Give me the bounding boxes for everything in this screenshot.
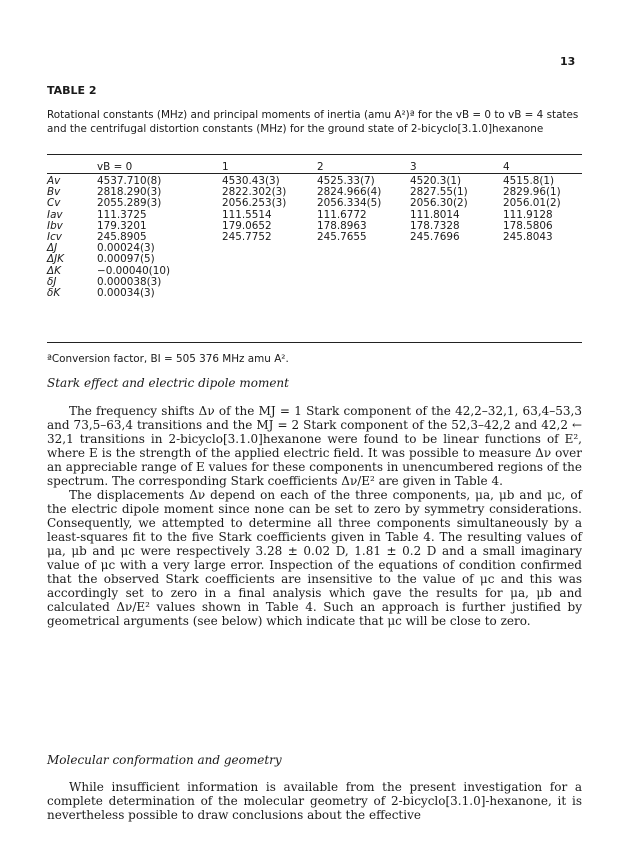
table-caption: Rotational constants (MHz) and principal moments of inertia (amu A²)ª for the vB = 0 to vB = 4 states and the centrifugal distortion constants (MHz) for the ground state of 2-bicyclo[3.1.0]hexanone bbox=[47, 109, 579, 135]
rotational-constants-table bbox=[47, 159, 582, 299]
table-cell: 245.8905 bbox=[97, 231, 147, 244]
table-cell bbox=[317, 243, 410, 254]
table-cell: 4525.33(7) bbox=[317, 175, 375, 187]
table-cell: 2056.01(2) bbox=[503, 197, 561, 210]
table-header-rule bbox=[47, 173, 582, 174]
table-cell: 2822.302(3) bbox=[222, 186, 287, 199]
row-label-cell: δJ bbox=[47, 275, 57, 288]
table-cell: 111.3725 bbox=[97, 208, 147, 221]
table-row bbox=[47, 288, 582, 299]
section-heading-molecular-conformation: Molecular conformation and geometry bbox=[47, 753, 282, 767]
table-cell: 4530.43(3) bbox=[222, 175, 280, 187]
table-footnote: ªConversion factor, BI = 505 376 MHz amu A². bbox=[47, 353, 289, 365]
table-cell: 2818.290(3) bbox=[97, 186, 162, 199]
table-cell bbox=[222, 243, 317, 254]
table-cell: 245.8043 bbox=[503, 231, 553, 244]
table-cell: 0.00024(3) bbox=[97, 242, 155, 255]
table-cell: 245.7655 bbox=[317, 231, 367, 244]
table-row bbox=[47, 198, 582, 209]
row-label-cell: δK bbox=[47, 287, 61, 300]
table-cell: 245.7752 bbox=[222, 231, 272, 244]
header-cell: 3 bbox=[410, 161, 417, 173]
paragraph: The displacements Δν depend on each of the three components, μa, μb and μc, of the electric dipole moment since none can be set to zero by symmetry considerations. Consequently, we attempted to determine all three components simultaneously by a least-squares fit to the five Stark coefficients given in Table 4. The resulting values of μa, μb and μc were respectively 3.28 ± 0.02 D, 1.81 ± 0.2 D and a small imaginary value of μc with a very large error. Inspection of the equations of condition confirmed that the observed Stark coefficients are insensitive to the value of μc and this was accordingly set to zero in a final analysis which gave the results for μa, μb and calculated Δν/E² values shown in Table 4. Such an approach is further justified by geometrical arguments (see below) which indicate that μc will be close to zero. bbox=[47, 488, 582, 628]
table-cell: 2055.289(3) bbox=[97, 197, 162, 210]
table-cell: 179.3201 bbox=[97, 219, 147, 232]
row-label-cell: Icv bbox=[47, 231, 62, 244]
table-cell: 2824.966(4) bbox=[317, 186, 382, 199]
table-cell bbox=[503, 266, 582, 277]
table-cell bbox=[410, 277, 503, 288]
table-cell: 111.8014 bbox=[410, 208, 460, 221]
table-cell: 4520.3(1) bbox=[410, 175, 462, 187]
table-cell bbox=[410, 288, 503, 299]
row-label-cell: Ibv bbox=[47, 219, 63, 232]
header-cell: vB = 0 bbox=[97, 161, 133, 173]
table-cell bbox=[222, 288, 317, 299]
section-body-molecular-conformation bbox=[47, 780, 582, 822]
table-bottom-rule bbox=[47, 342, 582, 343]
table-cell bbox=[503, 288, 582, 299]
table-top-rule bbox=[47, 154, 582, 155]
row-label-cell: Cv bbox=[47, 197, 61, 210]
section-body-stark-effect bbox=[47, 404, 582, 628]
row-label-cell: Iav bbox=[47, 208, 63, 221]
paragraph: The frequency shifts Δν of the MJ = 1 Stark component of the 42,2–32,1, 63,4–53,3 and 73,5–63,4 transitions and the MJ = 2 Stark component of the 52,3–42,2 and 42,2 ← 32,1 transitions in 2-bicyclo[3.1.0]hexanone were found to be linear functions of E², where E is the strength of the applied electric field. It was possible to measure Δν over an appreciable range of E values for these components in unencumbered regions of the spectrum. The corresponding Stark coefficients Δν/E² are given in Table 4. bbox=[47, 404, 582, 488]
table-cell: 0.000038(3) bbox=[97, 275, 162, 288]
table-cell: 111.6772 bbox=[317, 208, 367, 221]
row-label-cell: ΔK bbox=[47, 264, 61, 277]
table-cell: 2056.253(3) bbox=[222, 197, 287, 210]
table-cell: 178.7328 bbox=[410, 219, 460, 232]
table-row bbox=[47, 254, 582, 265]
table-cell: 2056.334(5) bbox=[317, 197, 382, 210]
header-cell: 1 bbox=[222, 161, 229, 173]
row-label-cell: Bv bbox=[47, 186, 61, 199]
table-cell bbox=[503, 277, 582, 288]
table-title: TABLE 2 bbox=[47, 84, 97, 97]
table-cell bbox=[222, 266, 317, 277]
table-cell: 245.7696 bbox=[410, 231, 460, 244]
table-cell bbox=[222, 277, 317, 288]
table-cell: 0.00034(3) bbox=[97, 287, 155, 300]
table-cell bbox=[503, 254, 582, 265]
table-cell bbox=[317, 288, 410, 299]
table-cell: 4515.8(1) bbox=[503, 175, 555, 187]
row-label-cell: ΔJ bbox=[47, 242, 58, 255]
page-number: 13 bbox=[560, 55, 576, 68]
table-cell bbox=[317, 254, 410, 265]
table-cell: 111.9128 bbox=[503, 208, 553, 221]
table-cell bbox=[503, 243, 582, 254]
header-cell: 4 bbox=[503, 161, 510, 173]
table-cell: 2829.96(1) bbox=[503, 186, 561, 199]
table-cell bbox=[410, 243, 503, 254]
table-cell: 178.8963 bbox=[317, 219, 367, 232]
table-cell bbox=[317, 277, 410, 288]
row-label-cell: ΔJK bbox=[47, 253, 64, 266]
header-cell: 2 bbox=[317, 161, 324, 173]
table-cell: 0.00097(5) bbox=[97, 253, 155, 266]
table-cell bbox=[410, 254, 503, 265]
row-label-cell: Av bbox=[47, 175, 61, 187]
table-cell: 111.5514 bbox=[222, 208, 272, 221]
table-cell: 179.0652 bbox=[222, 219, 272, 232]
table-body bbox=[47, 176, 582, 299]
table-cell: 4537.710(8) bbox=[97, 175, 162, 187]
table-cell: 178.5806 bbox=[503, 219, 553, 232]
table-cell bbox=[410, 266, 503, 277]
paragraph: While insufficient information is available from the present investigation for a complete determination of the molecular geometry of 2-bicyclo[3.1.0]-hexanone, it is nevertheless possible to draw conclusions about the effective bbox=[47, 780, 582, 822]
table-cell bbox=[317, 266, 410, 277]
table-cell: −0.00040(10) bbox=[97, 264, 171, 277]
table-cell: 2056.30(2) bbox=[410, 197, 468, 210]
section-heading-stark-effect: Stark effect and electric dipole moment bbox=[47, 376, 289, 390]
table-cell bbox=[222, 254, 317, 265]
table-cell: 2827.55(1) bbox=[410, 186, 468, 199]
